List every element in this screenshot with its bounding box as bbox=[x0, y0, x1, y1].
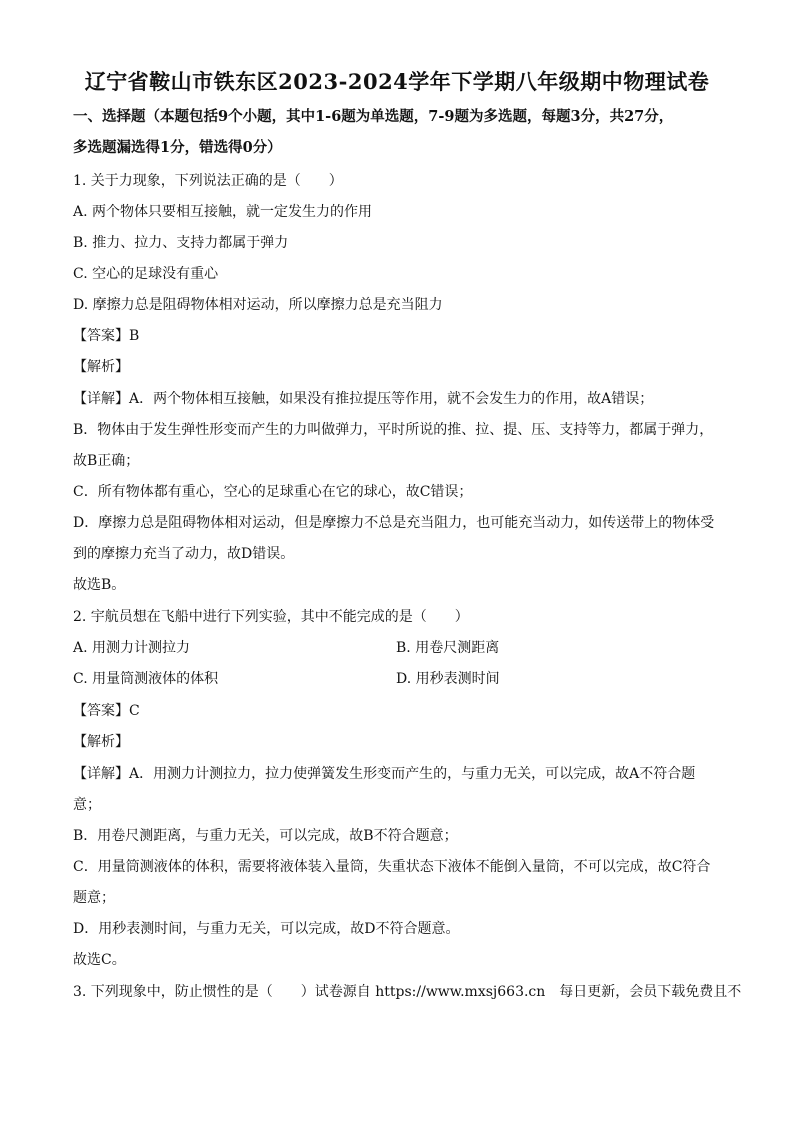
question-2-stem: 2. 宇航员想在飞船中进行下列实验，其中不能完成的是（ ） bbox=[73, 609, 469, 625]
question-2-detail-line: 意； bbox=[73, 797, 101, 813]
question-2-detail-line: 【详解】A．用测力计测拉力，拉力使弹簧发生形变而产生的，与重力无关，可以完成，故A不符合题 bbox=[73, 766, 696, 782]
question-1-detail-line: 故B正确； bbox=[73, 453, 140, 469]
question-2-option-a: A. 用测力计测拉力 bbox=[73, 640, 191, 656]
question-2-analysis-label: 【解析】 bbox=[73, 734, 129, 750]
question-1-analysis-label: 【解析】 bbox=[73, 359, 129, 375]
question-2-detail-line: B．用卷尺测距离，与重力无关，可以完成，故B不符合题意； bbox=[73, 828, 458, 844]
question-2-detail-line: C．用量筒测液体的体积，需要将液体装入量筒，失重状态下液体不能倒入量筒，不可以完成，故C符合 bbox=[73, 859, 711, 875]
section-heading-line2: 多选题漏选得1分，错选得0分） bbox=[73, 139, 282, 156]
exam-title: 辽宁省鞍山市铁东区2023-2024学年下学期八年级期中物理试卷 bbox=[84, 69, 710, 94]
question-2-detail-line: D．用秒表测时间，与重力无关，可以完成，故D不符合题意。 bbox=[73, 921, 460, 937]
question-1-detail-line: C．所有物体都有重心，空心的足球重心在它的球心，故C错误； bbox=[73, 484, 473, 500]
question-1-detail-line: 【详解】A．两个物体相互接触，如果没有推拉提压等作用，就不会发生力的作用，故A错误； bbox=[73, 391, 654, 407]
question-1-stem: 1. 关于力现象，下列说法正确的是（ ） bbox=[73, 173, 343, 189]
question-1-detail-line: B．物体由于发生弹性形变而产生的力叫做弹力，平时所说的推、拉、提、压、支持等力，都属于弹力， bbox=[73, 422, 714, 438]
question-2-option-c: C. 用量筒测液体的体积 bbox=[73, 671, 219, 687]
section-heading-line1: 一、选择题（本题包括9个小题，其中1-6题为单选题，7-9题为多选题，每题3分，共27分， bbox=[73, 108, 674, 125]
question-1-conclusion: 故选B。 bbox=[73, 577, 126, 593]
question-1-detail-line: 到的摩擦力充当了动力，故D错误。 bbox=[73, 546, 295, 562]
question-1-option-d: D. 摩擦力总是阻碍物体相对运动，所以摩擦力总是充当阻力 bbox=[73, 297, 443, 313]
question-1-answer: 【答案】B bbox=[73, 328, 140, 344]
question-1-option-c: C. 空心的足球没有重心 bbox=[73, 266, 219, 282]
question-1-detail-line: D．摩擦力总是阻碍物体相对运动，但是摩擦力不总是充当阻力，也可能充当动力，如传送带上的物体受 bbox=[73, 515, 715, 531]
question-2-option-d: D. 用秒表测时间 bbox=[396, 671, 500, 687]
question-2-option-b: B. 用卷尺测距离 bbox=[396, 640, 500, 656]
question-1-option-a: A. 两个物体只要相互接触，就一定发生力的作用 bbox=[73, 204, 373, 220]
question-2-conclusion: 故选C。 bbox=[73, 952, 126, 968]
question-1-option-b: B. 推力、拉力、支持力都属于弹力 bbox=[73, 235, 289, 251]
question-3-stem: 3. 下列现象中，防止惯性的是（ ）试卷源自 https://www.mxsj663.cn 每日更新，会员下载免费且不 bbox=[73, 984, 742, 1000]
question-2-answer: 【答案】C bbox=[73, 703, 140, 719]
question-2-detail-line: 题意； bbox=[73, 890, 115, 906]
